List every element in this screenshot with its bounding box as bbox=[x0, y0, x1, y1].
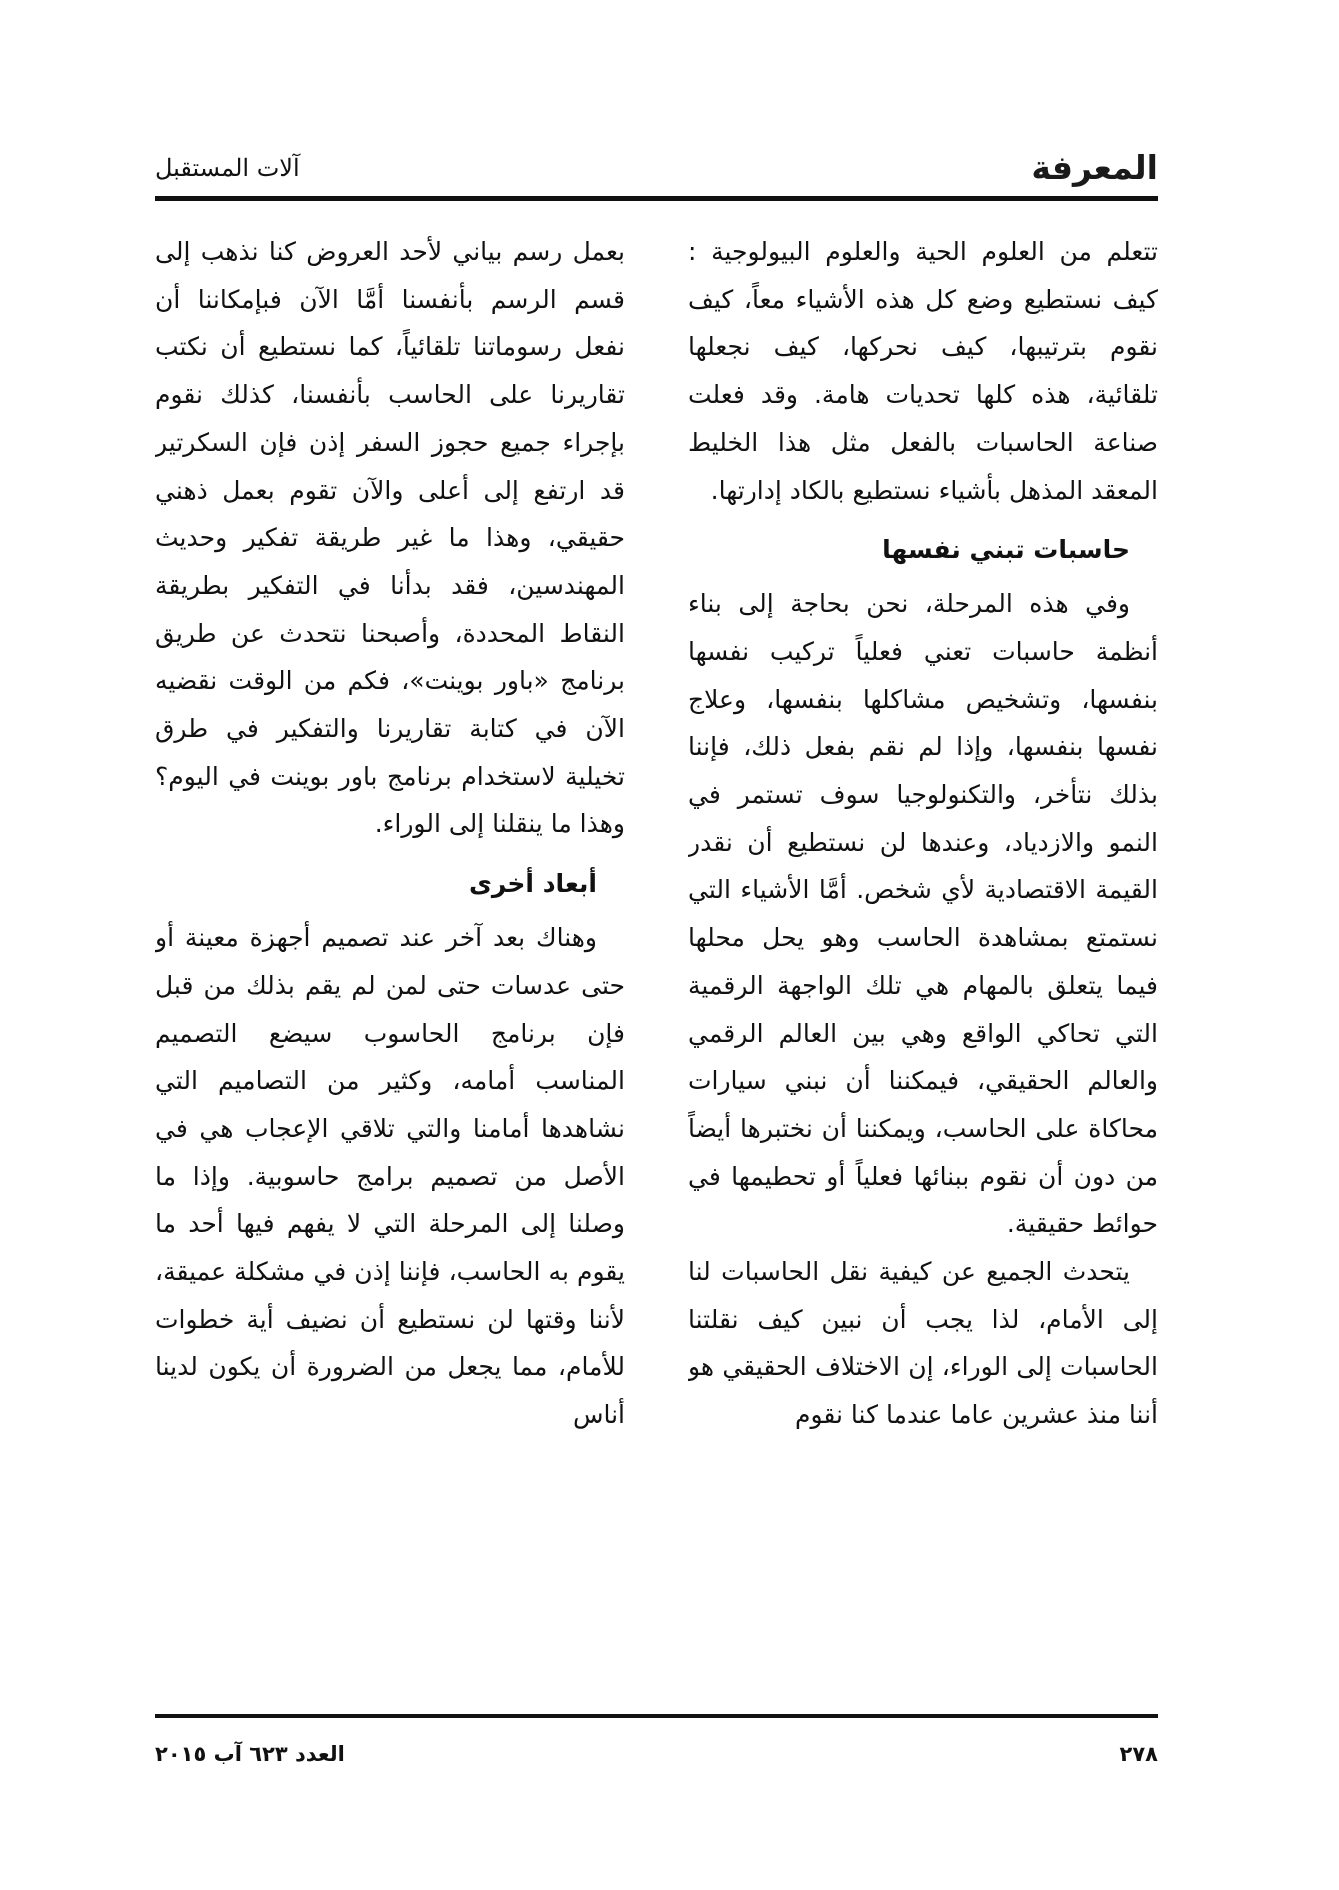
magazine-logo: المعرفة bbox=[1031, 148, 1158, 187]
right-column-paragraph-3: يتحدث الجميع عن كيفية نقل الحاسبات لنا إلى الأمام، لذا يجب أن نبين كيف نقلتنا الحاسبات إلى الوراء، إن الاختلاف الحقيقي هو أننا منذ عشرين عاما عندما كنا نقوم bbox=[688, 1257, 1158, 1430]
right-column bbox=[688, 228, 1158, 1688]
footer-rule bbox=[155, 1714, 1158, 1718]
left-column-paragraph-1: بعمل رسم بياني لأحد العروض كنا نذهب إلى قسم الرسم بأنفسنا أمَّا الآن فبإمكاننا أن نفعل رسوماتنا تلقائياً، كما نستطيع أن نكتب تقاريرنا على الحاسب بأنفسنا، كذلك نقوم بإجراء جميع حجوز السفر إذن فإن السكرتير قد ارتفع إلى أعلى والآن تقوم بعمل ذهني حقيقي، وهذا ما غير طريقة تفكير وحديث المهندسين، فقد بدأنا في التفكير بطريقة النقاط المحددة، وأصبحنا نتحدث عن طريق برنامج «باور بوينت»، فكم من الوقت نقضيه الآن في كتابة تقاريرنا والتفكير في طرق تخيلية لاستخدام برنامج باور بوينت في اليوم؟ وهذا ما ينقلنا إلى الوراء. bbox=[155, 237, 625, 839]
page-number: ٢٧٨ bbox=[1119, 1742, 1158, 1766]
page-footer bbox=[155, 1738, 1158, 1778]
header-rule bbox=[155, 196, 1158, 201]
issue-info: العدد ٦٢٣ آب ٢٠١٥ bbox=[155, 1742, 345, 1766]
running-title: آلات المستقبل bbox=[155, 154, 300, 182]
right-column-paragraph-1: تتعلم من العلوم الحية والعلوم البيولوجية : كيف نستطيع وضع كل هذه الأشياء معاً، كيف نقوم بترتيبها، كيف نحركها، كيف نجعلها تلقائية، هذه كلها تحديات هامة. وقد فعلت صناعة الحاسبات بالفعل مثل هذا الخليط المعقد المذهل بأشياء نستطيع بالكاد إدارتها. bbox=[688, 237, 1158, 505]
left-column bbox=[155, 228, 625, 1688]
section-heading-self-building-computers: حاسبات تبني نفسها bbox=[882, 535, 1130, 565]
right-column-paragraph-2: وفي هذه المرحلة، نحن بحاجة إلى بناء أنظمة حاسبات تعني فعلياً تركيب نفسها بنفسها، وتشخيص مشاكلها بنفسها، وعلاج نفسها بنفسها، وإذا لم نقم بفعل ذلك، فإننا بذلك نتأخر، والتكنولوجيا سوف تستمر في النمو والازدياد، وعندها لن نستطيع أن نقدر القيمة الاقتصادية لأي شخص. أمَّا الأشياء التي نستمتع بمشاهدة الحاسب وهو يحل محلها فيما يتعلق بالمهام هي تلك الواجهة الرقمية التي تحاكي الواقع وهي بين العالم الرقمي والعالم الحقيقي، فيمكننا أن نبني سيارات محاكاة على الحاسب، ويمكننا أن نختبرها أيضاً من دون أن نقوم ببنائها فعلياً أو تحطيمها في حوائط حقيقية. bbox=[688, 589, 1158, 1239]
section-heading-other-dimensions: أبعاد أخرى bbox=[468, 869, 597, 899]
left-column-paragraph-2: وهناك بعد آخر عند تصميم أجهزة معينة أو حتى عدسات حتى لمن لم يقم بذلك من قبل فإن برنامج الحاسوب سيضع التصميم المناسب أمامه، وكثير من التصاميم التي نشاهدها أمامنا والتي تلاقي الإعجاب هي في الأصل من تصميم برامج حاسوبية. وإذا ما وصلنا إلى المرحلة التي لا يفهم فيها أحد ما يقوم به الحاسب، فإننا إذن في مشكلة عميقة، لأننا وقتها لن نستطيع أن نضيف أية خطوات للأمام، مما يجعل من الضرورة أن يكون لدينا أناس bbox=[155, 923, 625, 1430]
page-header bbox=[155, 150, 1158, 186]
